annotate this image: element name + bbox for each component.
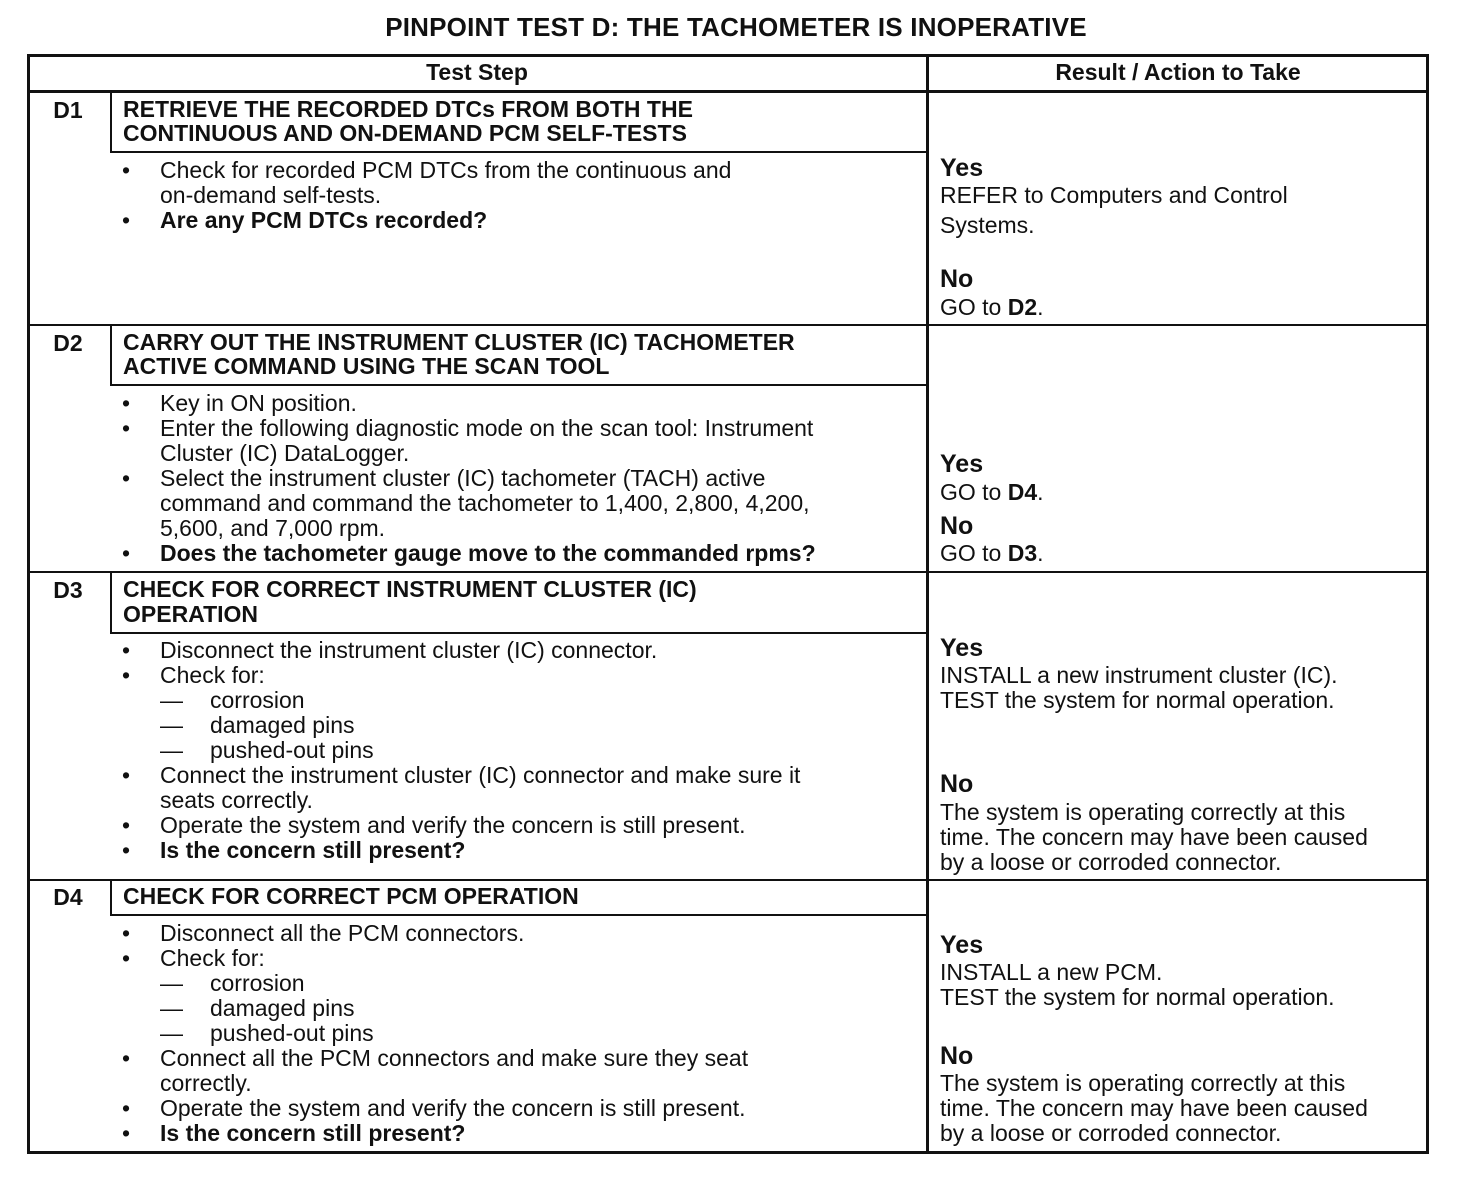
no-action: time. The concern may have been caused [940,1095,1368,1121]
id-divider [110,91,112,152]
step-id: D1 [53,97,83,123]
no-action-end: . [1037,294,1044,320]
no-action-text: GO to [940,294,1008,320]
sub-item: damaged pins [210,712,355,738]
step-text: Disconnect the instrument cluster (IC) connector. [160,637,658,663]
bullet-icon: • [122,415,131,441]
step-title: CARRY OUT THE INSTRUMENT CLUSTER (IC) TACHOMETER [123,329,795,355]
step-reference: D4 [1007,479,1038,505]
bullet-icon: • [122,945,131,971]
step-title: OPERATION [123,601,259,627]
step-text: Check for: [160,945,265,971]
no-action-end: . [1037,540,1044,566]
bullet-icon: • [122,637,131,663]
id-divider [110,880,112,915]
step-text: correctly. [160,1070,252,1096]
step-text: Operate the system and verify the concern is still present. [160,1095,746,1121]
step-text: Connect the instrument cluster (IC) connector and make sure it [160,762,801,788]
step-text: Check for recorded PCM DTCs from the continuous and [160,157,732,183]
step-text: Check for: [160,662,265,688]
sub-item: corrosion [210,970,305,996]
step-text: 5,600, and 7,000 rpm. [160,515,386,541]
dash-icon: — [160,737,183,763]
header-divider [27,90,1429,93]
bullet-icon: • [122,390,131,416]
yes-label: Yes [940,154,984,182]
no-label: No [940,265,974,293]
no-action: The system is operating correctly at this [940,1070,1346,1096]
row-divider [27,324,1429,326]
yes-label: Yes [940,931,984,959]
yes-action: Systems. [940,212,1035,238]
step-title: CONTINUOUS AND ON-DEMAND PCM SELF-TESTS [123,120,687,146]
bullet-icon: • [122,662,131,688]
row-divider [27,571,1429,573]
id-divider [110,325,112,385]
yes-action: REFER to Computers and Control [940,182,1288,208]
step-text: Enter the following diagnostic mode on the scan tool: Instrument [160,415,814,441]
title-divider [110,914,927,916]
yes-label: Yes [940,634,984,662]
step-text: Select the instrument cluster (IC) tachometer (TACH) active [160,465,766,491]
no-action-text: GO to [940,540,1008,566]
step-question: Is the concern still present? [160,837,466,863]
step-text: Connect all the PCM connectors and make sure they seat [160,1045,749,1071]
row-divider [27,879,1429,881]
step-text: seats correctly. [160,787,313,813]
bullet-icon: • [122,812,131,838]
yes-action [940,480,1044,505]
step-title: CHECK FOR CORRECT PCM OPERATION [123,883,579,909]
no-label: No [940,512,974,540]
yes-action: TEST the system for normal operation. [940,687,1335,713]
no-action [940,541,1044,566]
yes-label: Yes [940,450,984,478]
no-action: by a loose or corroded connector. [940,849,1282,875]
yes-action: INSTALL a new PCM. [940,959,1163,985]
step-title: RETRIEVE THE RECORDED DTCs FROM BOTH THE [123,96,693,122]
sub-item: pushed-out pins [210,737,374,763]
header-result: Result / Action to Take [1055,59,1301,85]
step-id: D2 [53,330,83,356]
dash-icon: — [160,970,183,996]
bullet-icon: • [122,920,131,946]
no-action: by a loose or corroded connector. [940,1120,1282,1146]
bullet-icon: • [122,157,131,183]
step-question: Are any PCM DTCs recorded? [160,207,488,233]
bullet-icon: • [122,1120,131,1146]
step-id: D4 [53,884,83,910]
sub-item: corrosion [210,687,305,713]
yes-action-text: GO to [940,479,1008,505]
page-title: PINPOINT TEST D: THE TACHOMETER IS INOPERATIVE [385,12,1087,42]
no-label: No [940,1042,974,1070]
bullet-icon: • [122,540,131,566]
no-action [940,295,1044,320]
dash-icon: — [160,687,183,713]
step-question: Does the tachometer gauge move to the commanded rpms? [160,540,816,566]
bullet-icon: • [122,837,131,863]
sub-item: damaged pins [210,995,355,1021]
step-text: command and command the tachometer to 1,400, 2,800, 4,200, [160,490,810,516]
step-text: Key in ON position. [160,390,357,416]
bullet-icon: • [122,1095,131,1121]
no-label: No [940,770,974,798]
step-title: CHECK FOR CORRECT INSTRUMENT CLUSTER (IC) [123,576,697,602]
bullet-icon: • [122,465,131,491]
title-divider [110,384,927,386]
yes-action-end: . [1037,479,1044,505]
step-question: Is the concern still present? [160,1120,466,1146]
dash-icon: — [160,712,183,738]
yes-action: TEST the system for normal operation. [940,984,1335,1010]
no-action: time. The concern may have been caused [940,824,1368,850]
title-divider [110,632,927,634]
step-id: D3 [53,577,83,603]
dash-icon: — [160,1020,183,1046]
title-divider [110,151,927,153]
sub-item: pushed-out pins [210,1020,374,1046]
step-text: Cluster (IC) DataLogger. [160,440,410,466]
no-action: The system is operating correctly at this [940,799,1346,825]
bullet-icon: • [122,207,131,233]
column-divider [926,54,929,1154]
bullet-icon: • [122,762,131,788]
yes-action: INSTALL a new instrument cluster (IC). [940,662,1338,688]
step-text: on-demand self-tests. [160,182,382,208]
step-title: ACTIVE COMMAND USING THE SCAN TOOL [123,353,610,379]
step-reference: D2 [1007,294,1038,320]
bullet-icon: • [122,1045,131,1071]
step-text: Disconnect all the PCM connectors. [160,920,525,946]
header-test-step: Test Step [426,59,528,85]
dash-icon: — [160,995,183,1021]
step-reference: D3 [1007,540,1038,566]
step-text: Operate the system and verify the concern is still present. [160,812,746,838]
id-divider [110,572,112,633]
